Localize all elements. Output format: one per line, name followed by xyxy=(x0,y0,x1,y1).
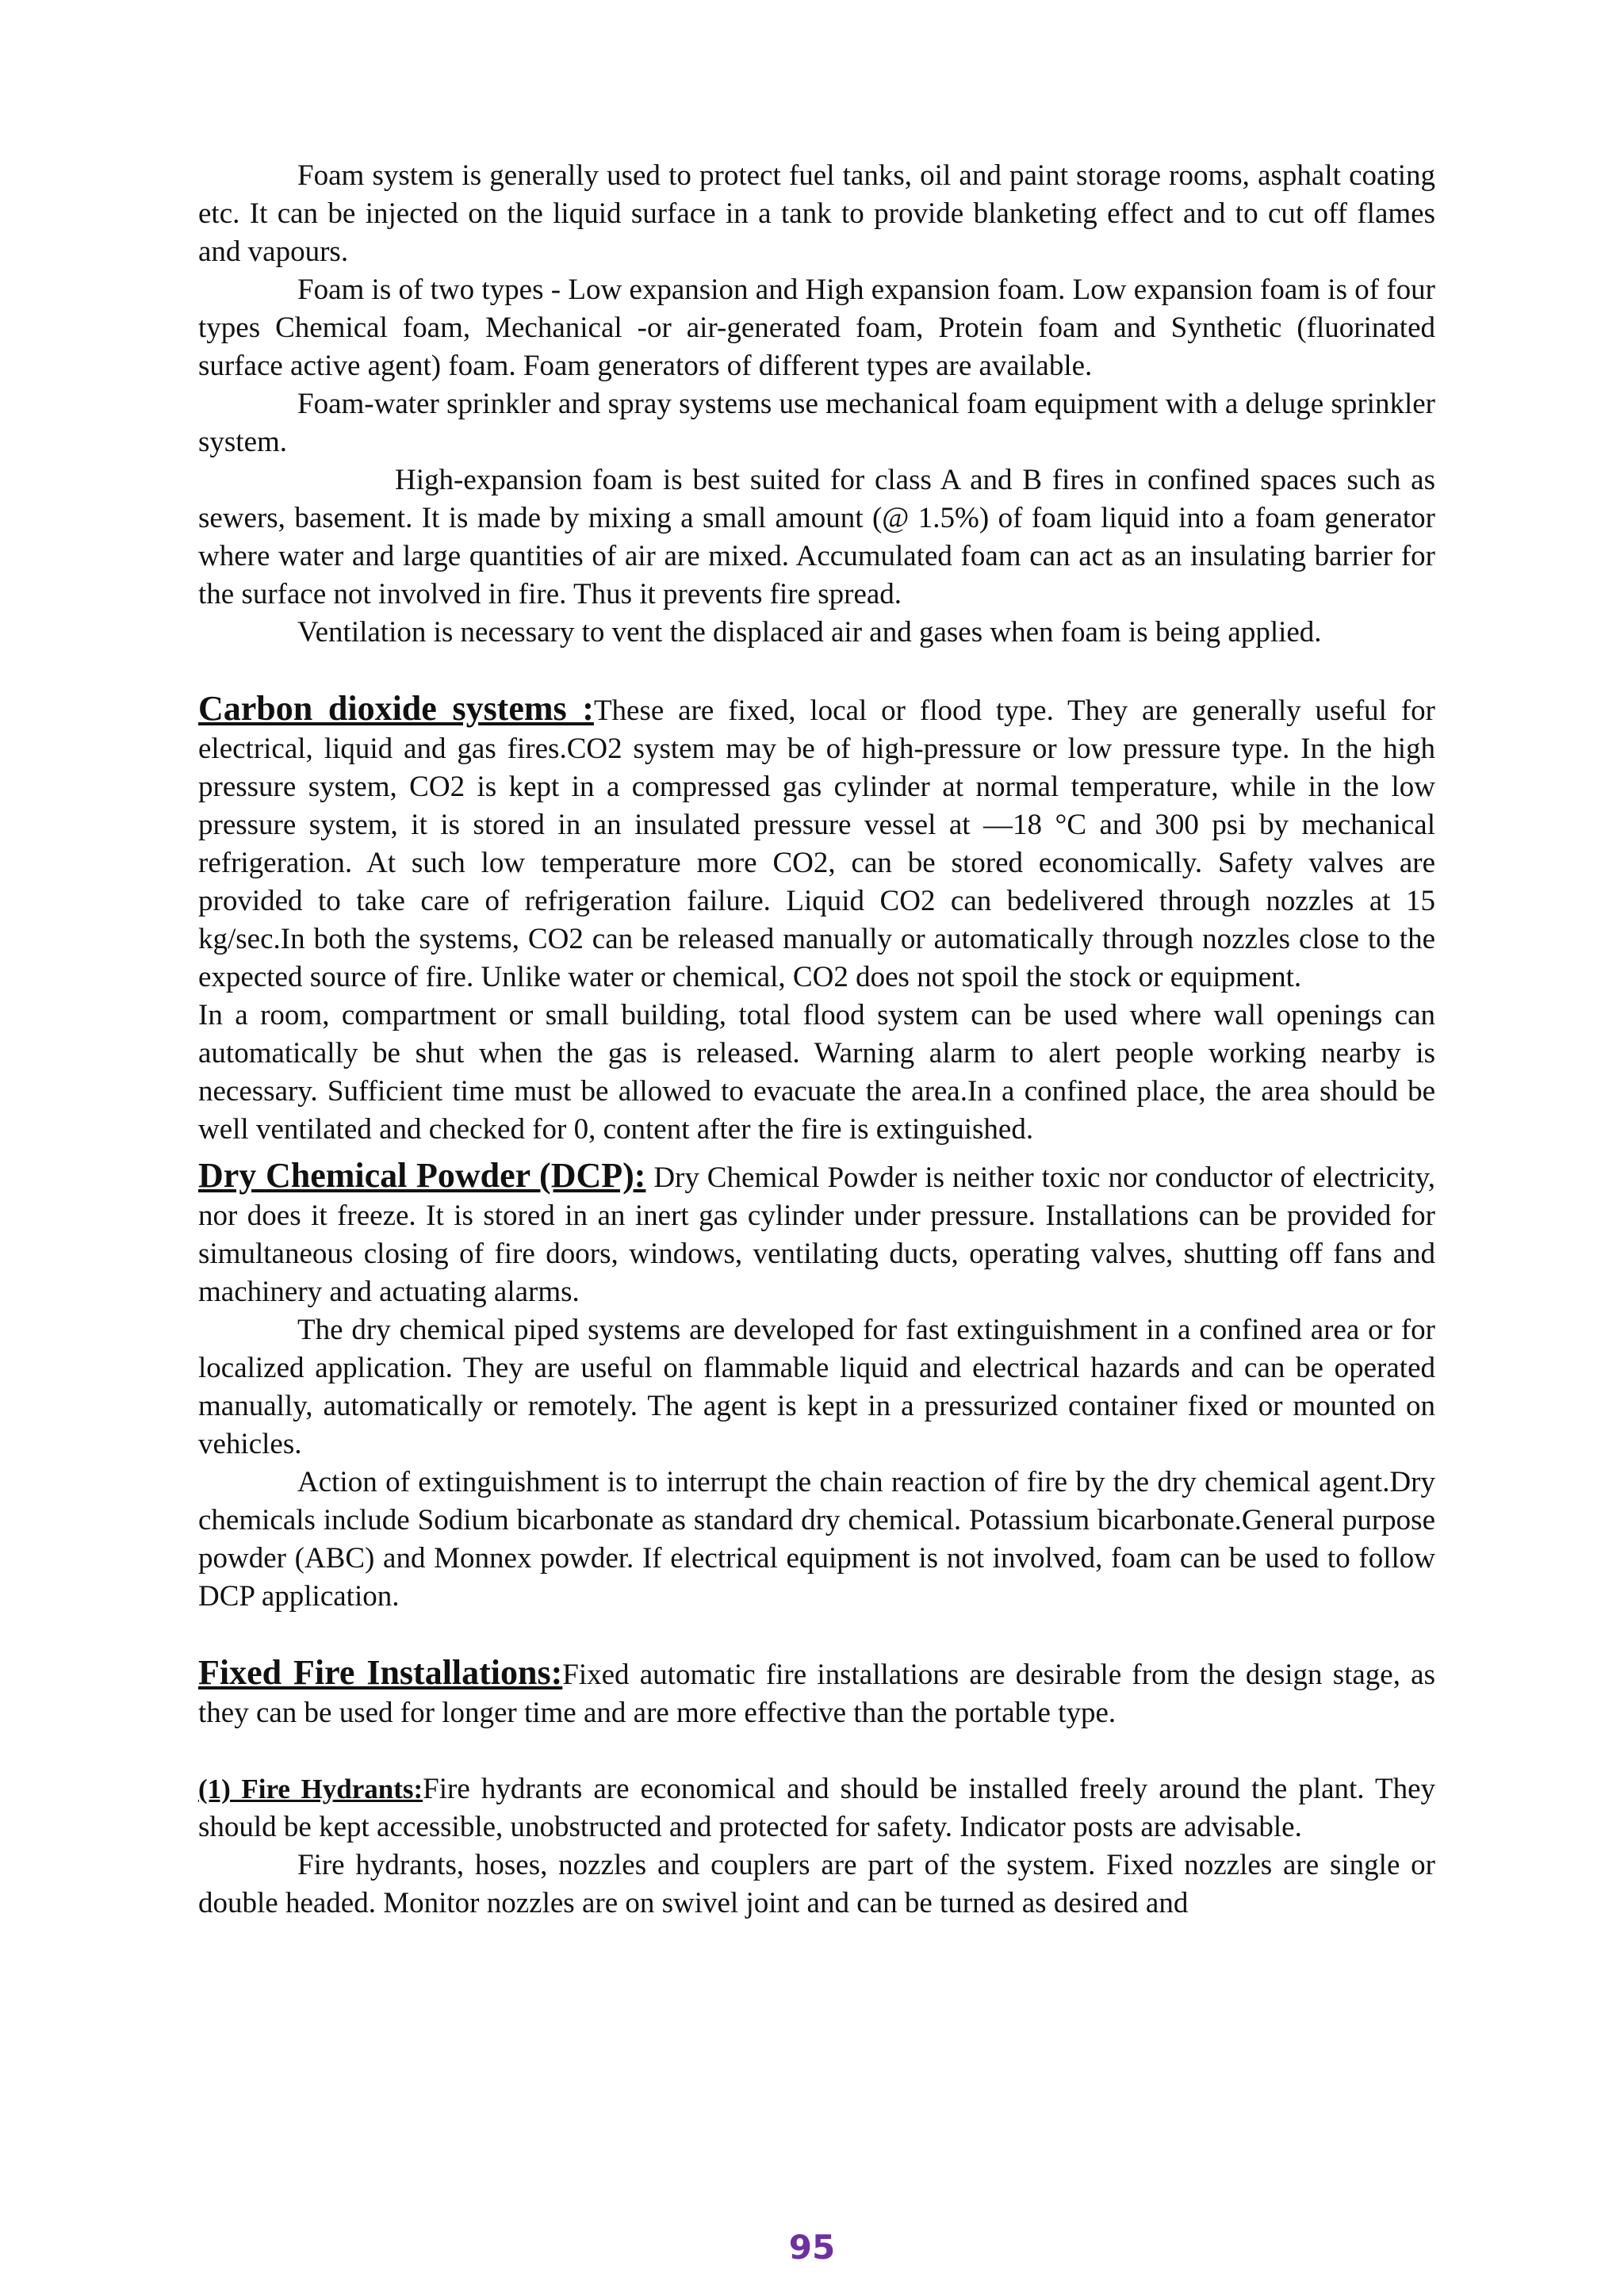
dcp-paragraph-3: Action of extinguishment is to interrupt the chain reaction of fire by the dry chemical agent.Dry chemicals include Sodium bicarbonate as standard dry chemical. Potassium bicarbonate.General purpose powder (ABC) and Monnex powder. If electrical equipment is not involved, foam can be used to follow DCP application. xyxy=(198,1466,1435,1613)
page-number: 95 xyxy=(788,2228,836,2267)
foam-paragraph-2: Foam is of two types - Low expansion and High expansion foam. Low expansion foam is of four types Chemical foam, Mechanical -or air-generated foam, Protein foam and Synthetic (fluorinated surface active agent) foam. Foam generators of different types are available. xyxy=(198,274,1435,382)
fixed-installations-paragraph xyxy=(198,1654,1435,1732)
fixed-installations-heading: Fixed Fire Installations: xyxy=(198,1653,563,1692)
page-content xyxy=(198,157,1435,1923)
fixed-installations-text: Fixed automatic fire installations are desirable from the design stage, as they can be used for longer time and are more effective than the portable type. xyxy=(198,1659,1435,1729)
dcp-paragraph-1 xyxy=(198,1157,1435,1311)
dcp-heading: Dry Chemical Powder (DCP): xyxy=(198,1156,646,1195)
dcp-paragraph-2: The dry chemical piped systems are developed for fast extinguishment in a confined area or for localized application. They are useful on flammable liquid and electrical hazards and can be operated manually, automatically or remotely. The agent is kept in a pressurized container fixed or mounted on vehicles. xyxy=(198,1314,1435,1460)
foam-paragraph-5: Ventilation is necessary to vent the displaced air and gases when foam is being applied. xyxy=(297,616,1322,649)
dcp-text-1: Dry Chemical Powder is neither toxic nor conductor of electricity, nor does it freeze. It is stored in an inert gas cylinder under pressure. Installations can be provided for simultaneous closing of fire doors, windows, ventilating ducts, operating valves, shutting off fans and machinery and actuating alarms. xyxy=(198,1161,1436,1308)
co2-paragraph-1 xyxy=(198,690,1435,997)
foam-paragraph-1: Foam system is generally used to protect fuel tanks, oil and paint storage rooms, asphalt coating etc. It can be injected on the liquid surface in a tank to provide blanketing effect and to cut off flames and vapours. xyxy=(198,159,1435,268)
fire-hydrants-text-1: Fire hydrants are economical and should be installed freely around the plant. They should be kept accessible, unobstructed and protected for safety. Indicator posts are advisable. xyxy=(198,1773,1435,1843)
co2-text-1: These are fixed, local or flood type. They are generally useful for electrical, liquid and gas fires.CO2 system may be of high-pressure or low pressure type. In the high pressure system, CO2 is kept in a compressed gas cylinder at normal temperature, while in the low pressure system, it is stored in an insulated pressure vessel at —18 °C and 300 psi by mechanical refrigeration. At such low temperature more CO2, can be stored economically. Safety valves are provided to take care of refrigeration failure. Liquid CO2 can bedelivered through nozzles at 15 kg/sec.In both the systems, CO2 can be released manually or automatically through nozzles close to the expected source of fire. Unlike water or chemical, CO2 does not spoil the stock or equipment. xyxy=(198,695,1435,993)
fire-hydrants-heading: (1) Fire Hydrants: xyxy=(198,1774,423,1804)
foam-paragraph-4: High-expansion foam is best suited for class A and B fires in confined spaces such as sewers, basement. It is made by mixing a small amount (@ 1.5%) of foam liquid into a foam generator where water and large quantities of air are mixed. Accumulated foam can act as an insulating barrier for the surface not involved in fire. Thus it prevents fire spread. xyxy=(198,464,1435,610)
co2-heading: Carbon dioxide systems : xyxy=(198,689,594,728)
fire-hydrants-paragraph-2: Fire hydrants, hoses, nozzles and couplers are part of the system. Fixed nozzles are single or double headed. Monitor nozzles are on swivel joint and can be turned as desired and xyxy=(198,1849,1435,1919)
foam-paragraph-3: Foam-water sprinkler and spray systems use mechanical foam equipment with a deluge sprinkler system. xyxy=(198,388,1435,458)
fire-hydrants-paragraph-1 xyxy=(198,1770,1435,1846)
co2-paragraph-2: In a room, compartment or small building, total flood system can be used where wall openings can automatically be shut when the gas is released. Warning alarm to alert people working nearby is necessary. Sufficient time must be allowed to evacuate the area.In a confined place, the area should be well ventilated and checked for 0, content after the fire is extinguished. xyxy=(198,999,1435,1146)
